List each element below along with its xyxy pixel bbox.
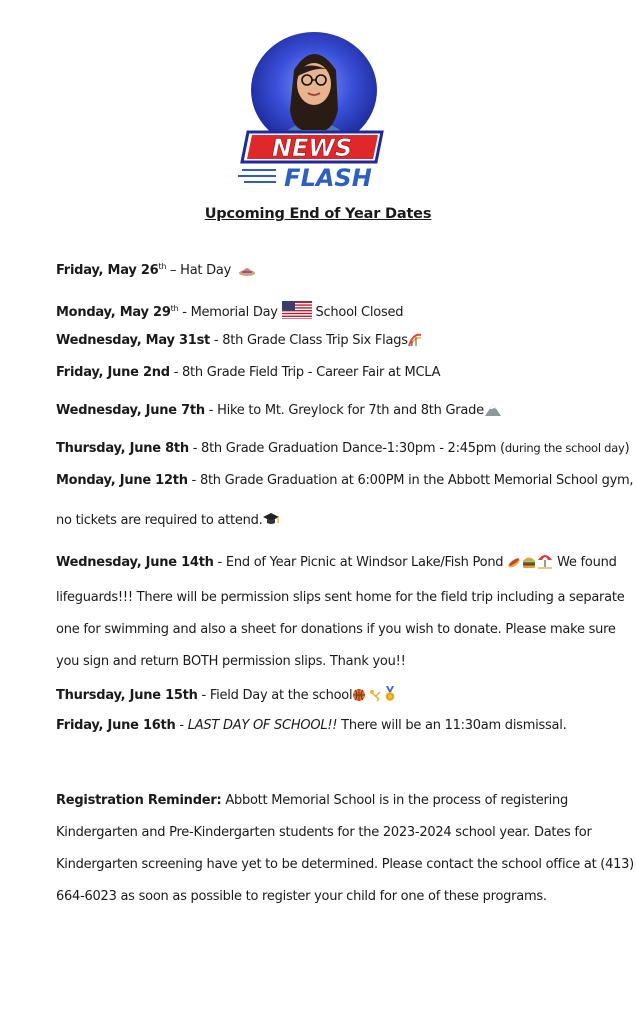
picnic-line-2: one for swimming and also a sheet for donations if you wish to donate. Please make sure [56, 622, 616, 637]
flash-wordmark [238, 164, 372, 190]
picnic-line-3: you sign and return BOTH permission slips. Thank you!! [56, 654, 406, 669]
registration-line-1: Kindergarten and Pre-Kindergarten students for the 2023-2024 school year. Dates for [56, 825, 592, 840]
event-date: Thursday, June 8th [56, 441, 189, 456]
event-text: There will be an 11:30am dismissal. [337, 718, 567, 733]
news-flash-logo [236, 30, 392, 190]
event-date: Thursday, June 15th [56, 688, 198, 703]
event-date: Monday, June 12th [56, 473, 188, 488]
picnic-line-1: lifeguards!!! There will be permission slips sent home for the field trip including a separate [56, 590, 625, 605]
roller-coaster-icon [408, 333, 422, 351]
event-text: – Hat Day [166, 263, 232, 278]
event-date: Wednesday, May 31st [56, 333, 211, 348]
registration-text: Abbott Memorial School is in the process of registering [221, 793, 568, 808]
event-text: - 8th Grade Graduation at 6:00PM in the Abbott Memorial School gym, [187, 473, 634, 488]
event-date: Monday, May 29 [56, 305, 171, 320]
event-text: - Hike to Mt. Greylock for 7th and 8th Grade [204, 403, 484, 418]
registration-reminder [56, 793, 568, 808]
event-text: - 8th Grade Graduation Dance-1:30pm - 2:45pm ( [188, 441, 505, 456]
event-date: Friday, May 26 [56, 263, 159, 278]
svg-text:FLASH: FLASH [284, 164, 372, 190]
date-suffix: th [158, 262, 167, 271]
sun-hat-icon [238, 263, 256, 281]
event-graduation-dance: Thursday, June 8th - 8th Grade Graduation Dance-1:30pm - 2:45pm (during the school day) [56, 441, 630, 456]
event-graduation [56, 473, 633, 488]
svg-text:NEWS: NEWS [271, 134, 353, 162]
registration-line-3: 664-6023 as soon as possible to register your child for one of these programs. [56, 889, 547, 904]
event-graduation-continued [56, 511, 280, 531]
event-picnic [56, 553, 617, 573]
event-note: during the school day [504, 441, 625, 455]
registration-label: Registration Reminder: [56, 793, 222, 808]
graduation-cap-icon [262, 511, 280, 531]
event-date: Friday, June 16th [56, 718, 176, 733]
registration-line-2: Kindergarten screening have yet to be determined. Please contact the school office at (413) [56, 857, 635, 872]
event-field-day [56, 686, 396, 706]
medal-icon [384, 686, 396, 706]
mountain-icon [484, 403, 502, 421]
event-text: - End of Year Picnic at Windsor Lake/Fish Pond [213, 555, 508, 570]
event-last-day: Friday, June 16th - LAST DAY OF SCHOOL!! There will be an 11:30am dismissal. [56, 718, 567, 733]
hamburger-icon [522, 555, 536, 573]
page-title: Upcoming End of Year Dates [204, 206, 432, 222]
news-banner [242, 132, 382, 162]
event-text: We found [553, 555, 617, 570]
event-hike [56, 403, 502, 421]
basketball-icon [352, 688, 366, 706]
date-suffix: th [170, 304, 179, 313]
event-note: School Closed [311, 305, 404, 320]
event-text: - Field Day at the school [197, 688, 353, 703]
hot-dog-icon [507, 555, 521, 573]
beach-umbrella-icon [537, 553, 553, 573]
event-date: Friday, June 2nd [56, 365, 170, 380]
person-cartwheeling-icon [368, 688, 382, 706]
event-field-trip [56, 365, 440, 380]
event-hat-day [56, 263, 256, 281]
us-flag-icon [282, 301, 312, 323]
event-text: - 8th Grade Field Trip - Career Fair at MCLA [169, 365, 441, 380]
event-class-trip [56, 333, 422, 351]
event-date: Wednesday, June 7th [56, 403, 205, 418]
event-memorial-day [56, 301, 403, 323]
event-text: no tickets are required to attend. [56, 513, 263, 528]
event-text: - Memorial Day [178, 305, 282, 320]
event-emphasis: LAST DAY OF SCHOOL!! [187, 718, 338, 733]
event-date: Wednesday, June 14th [56, 555, 214, 570]
event-text: - 8th Grade Class Trip Six Flags [210, 333, 408, 348]
